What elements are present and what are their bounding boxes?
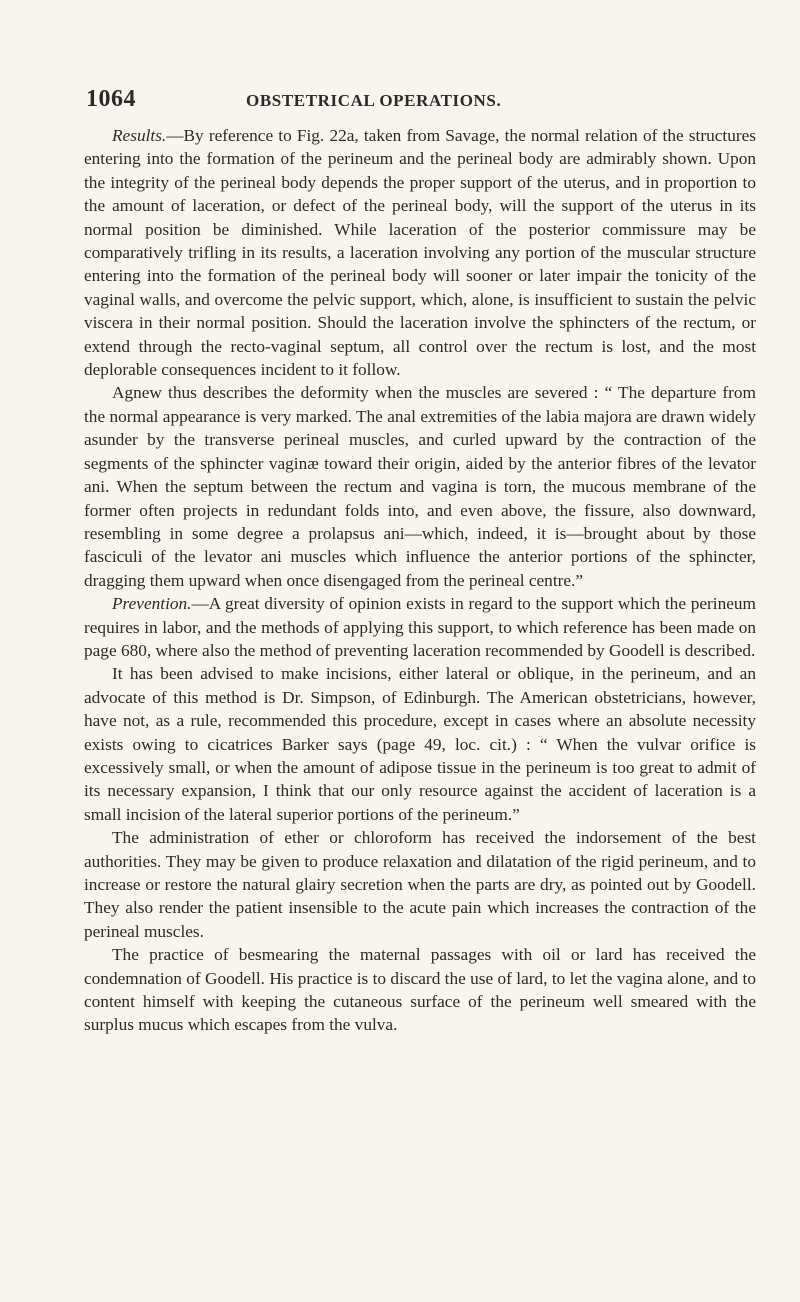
paragraph-anesthesia: [84, 826, 756, 943]
paragraph-incisions: [84, 662, 756, 826]
paragraph-text: —A great diversity of opinion exists in regard to the support which the perineum requires in labor, and the methods of applying this support, to which reference has been made on page 680, where also the method of preventing laceration recommended by Goodell is described.: [84, 594, 756, 660]
page-header: [86, 86, 746, 120]
paragraph-text: The administration of ether or chloroform has received the indorsement of the best authorities. They may be given to produce relaxation and dilatation of the rigid perineum, and to increase or restore the natural glairy secretion when the parts are dry, as pointed out by Goodell. They also render the patient insensible to the acute pain which increases the contraction of the perineal muscles.: [84, 828, 756, 941]
paragraph-text: It has been advised to make incisions, either lateral or oblique, in the perineum, and an advocate of this method is Dr. Simpson, of Edinburgh. The American obstetricians, however, have not, as a rule, recommended this procedure, except in cases where an absolute necessity exists owing to cicatrices Barker says (page 49, loc. cit.) : “ When the vulvar orifice is excessively small, or when the amount of adipose tissue in the perineum is too great to admit of its necessary expansion, I think that our only resource against the accident of laceration is a small incision of the lateral superior portions of the perineum.”: [84, 664, 756, 824]
page-number: 1064: [86, 86, 136, 112]
running-head: OBSTETRICAL OPERATIONS.: [246, 91, 502, 110]
section-lead-prevention: Prevention.: [112, 594, 192, 614]
paragraph-besmearing: [84, 943, 756, 1037]
paragraph-prevention: [84, 592, 756, 662]
body-text: [84, 124, 756, 1037]
paragraph-text: Agnew thus describes the deformity when the muscles are severed : “ The departure from the normal appearance is very marked. The anal extremities of the labia majora are drawn widely asunder by the transverse perineal muscles, and curled upward by the contraction of the segments of the sphincter vaginæ toward their origin, aided by the anterior fibres of the levator ani. When the septum between the rectum and vagina is torn, the mucous membrane of the former often projects in redundant folds into, and even above, the fissure, also downward, resembling in some degree a prolapsus ani—which, indeed, it is—brought about by those fasciculi of the levator ani muscles which influence the anterior portions of the sphincter, dragging them upward when once disengaged from the perineal centre.”: [84, 383, 756, 590]
section-lead-results: Results.: [112, 126, 167, 145]
paragraph-text: The practice of besmearing the maternal passages with oil or lard has received the condemnation of Goodell. His practice is to discard the use of lard, to let the vagina alone, and to content himself with keeping the cutaneous surface of the perineum well smeared with the surplus mucus which escapes from the vulva.: [84, 945, 756, 1035]
paragraph-text: —By reference to Fig. 22a, taken from Savage, the normal relation of the structures entering into the formation of the perineum and the perineal body are admirably shown. Upon the integrity of the perineal body depends the proper support of the uterus, and in proportion to the amount of laceration, or defect of the perineal body, will the support of the uterus in its normal position be diminished. While laceration of the posterior commissure may be comparatively trifling in its results, a laceration involving any portion of the muscular structure entering into the formation of the perineal body will sooner or later impair the tonicity of the vaginal walls, and overcome the pelvic support, which, alone, is insufficient to sustain the pelvic viscera in their normal position. Should the laceration involve the sphincters of the rectum, or extend through the recto-vaginal septum, all control over the rectum is lost, and the most deplorable consequences incident to it follow.: [84, 126, 756, 380]
paragraph-agnew-quote: [84, 381, 756, 592]
paragraph-results: [84, 124, 756, 381]
